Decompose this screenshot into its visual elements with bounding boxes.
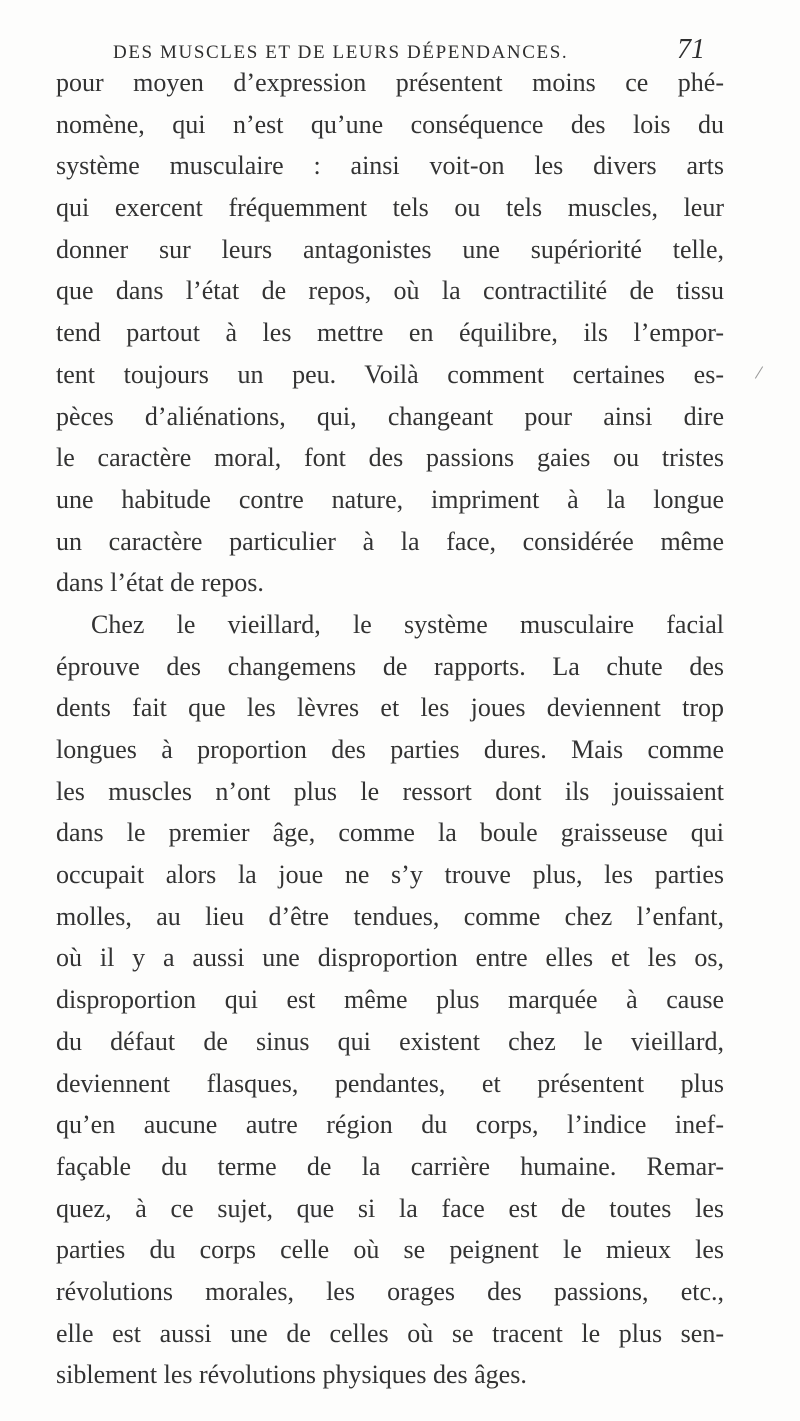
text-line: que dans l’état de repos, où la contractilité de tissu xyxy=(56,276,724,306)
paragraph-end-line: siblement les révolutions physiques des âges. xyxy=(56,1360,527,1390)
page-number: 71 xyxy=(677,34,705,65)
text-line: façable du terme de la carrière humaine. Remar- xyxy=(56,1151,724,1181)
text-line: qu’en aucune autre région du corps, l’indice inef- xyxy=(56,1110,724,1140)
stray-pen-mark xyxy=(755,366,763,378)
body-text xyxy=(56,62,724,1396)
text-line: occupait alors la joue ne s’y trouve plus, les parties xyxy=(56,860,724,890)
text-line: les muscles n’ont plus le ressort dont ils jouissaient xyxy=(56,776,724,806)
text-line: du défaut de sinus qui existent chez le vieillard, xyxy=(56,1026,724,1056)
text-line: pour moyen d’expression présentent moins ce phé- xyxy=(56,68,724,97)
text-line: deviennent flasques, pendantes, et présentent plus xyxy=(56,1068,724,1098)
text-line: une habitude contre nature, impriment à la longue xyxy=(56,484,724,514)
paragraph-start-line: Chez le vieillard, le système musculaire facial xyxy=(91,609,724,639)
text-line: un caractère particulier à la face, considérée même xyxy=(56,526,724,556)
text-line: quez, à ce sujet, que si la face est de toutes les xyxy=(56,1193,724,1223)
text-line: disproportion qui est même plus marquée à cause xyxy=(56,985,724,1015)
text-line: donner sur leurs antagonistes une supériorité telle, xyxy=(56,234,724,264)
text-line: le caractère moral, font des passions gaies ou tristes xyxy=(56,443,724,473)
text-line: dans le premier âge, comme la boule graisseuse qui xyxy=(56,818,724,848)
text-line: pèces d’aliénations, qui, changeant pour ainsi dire xyxy=(56,401,724,431)
text-line: système musculaire : ainsi voit-on les divers arts xyxy=(56,151,724,181)
text-line: elle est aussi une de celles où se tracent le plus sen- xyxy=(56,1318,724,1348)
text-line: dents fait que les lèvres et les joues deviennent trop xyxy=(56,693,724,723)
paragraph-end-line: dans l’état de repos. xyxy=(56,568,264,598)
text-line: qui exercent fréquemment tels ou tels muscles, leur xyxy=(56,193,724,223)
text-line: parties du corps celle où se peignent le mieux les xyxy=(56,1235,724,1265)
text-line: révolutions morales, les orages des passions, etc., xyxy=(56,1276,724,1306)
text-line: éprouve des changemens de rapports. La chute des xyxy=(56,651,724,681)
text-line: longues à proportion des parties dures. Mais comme xyxy=(56,735,724,764)
running-title: DES MUSCLES ET DE LEURS DÉPENDANCES. xyxy=(113,42,569,63)
text-line: molles, au lieu d’être tendues, comme chez l’enfant, xyxy=(56,901,724,931)
text-line: où il y a aussi une disproportion entre elles et les os, xyxy=(56,943,724,973)
text-line: tend partout à les mettre en équilibre, ils l’empor- xyxy=(56,318,724,348)
text-line: tent toujours un peu. Voilà comment certaines es- xyxy=(56,359,724,389)
text-line: nomène, qui n’est qu’une conséquence des lois du xyxy=(56,109,724,139)
